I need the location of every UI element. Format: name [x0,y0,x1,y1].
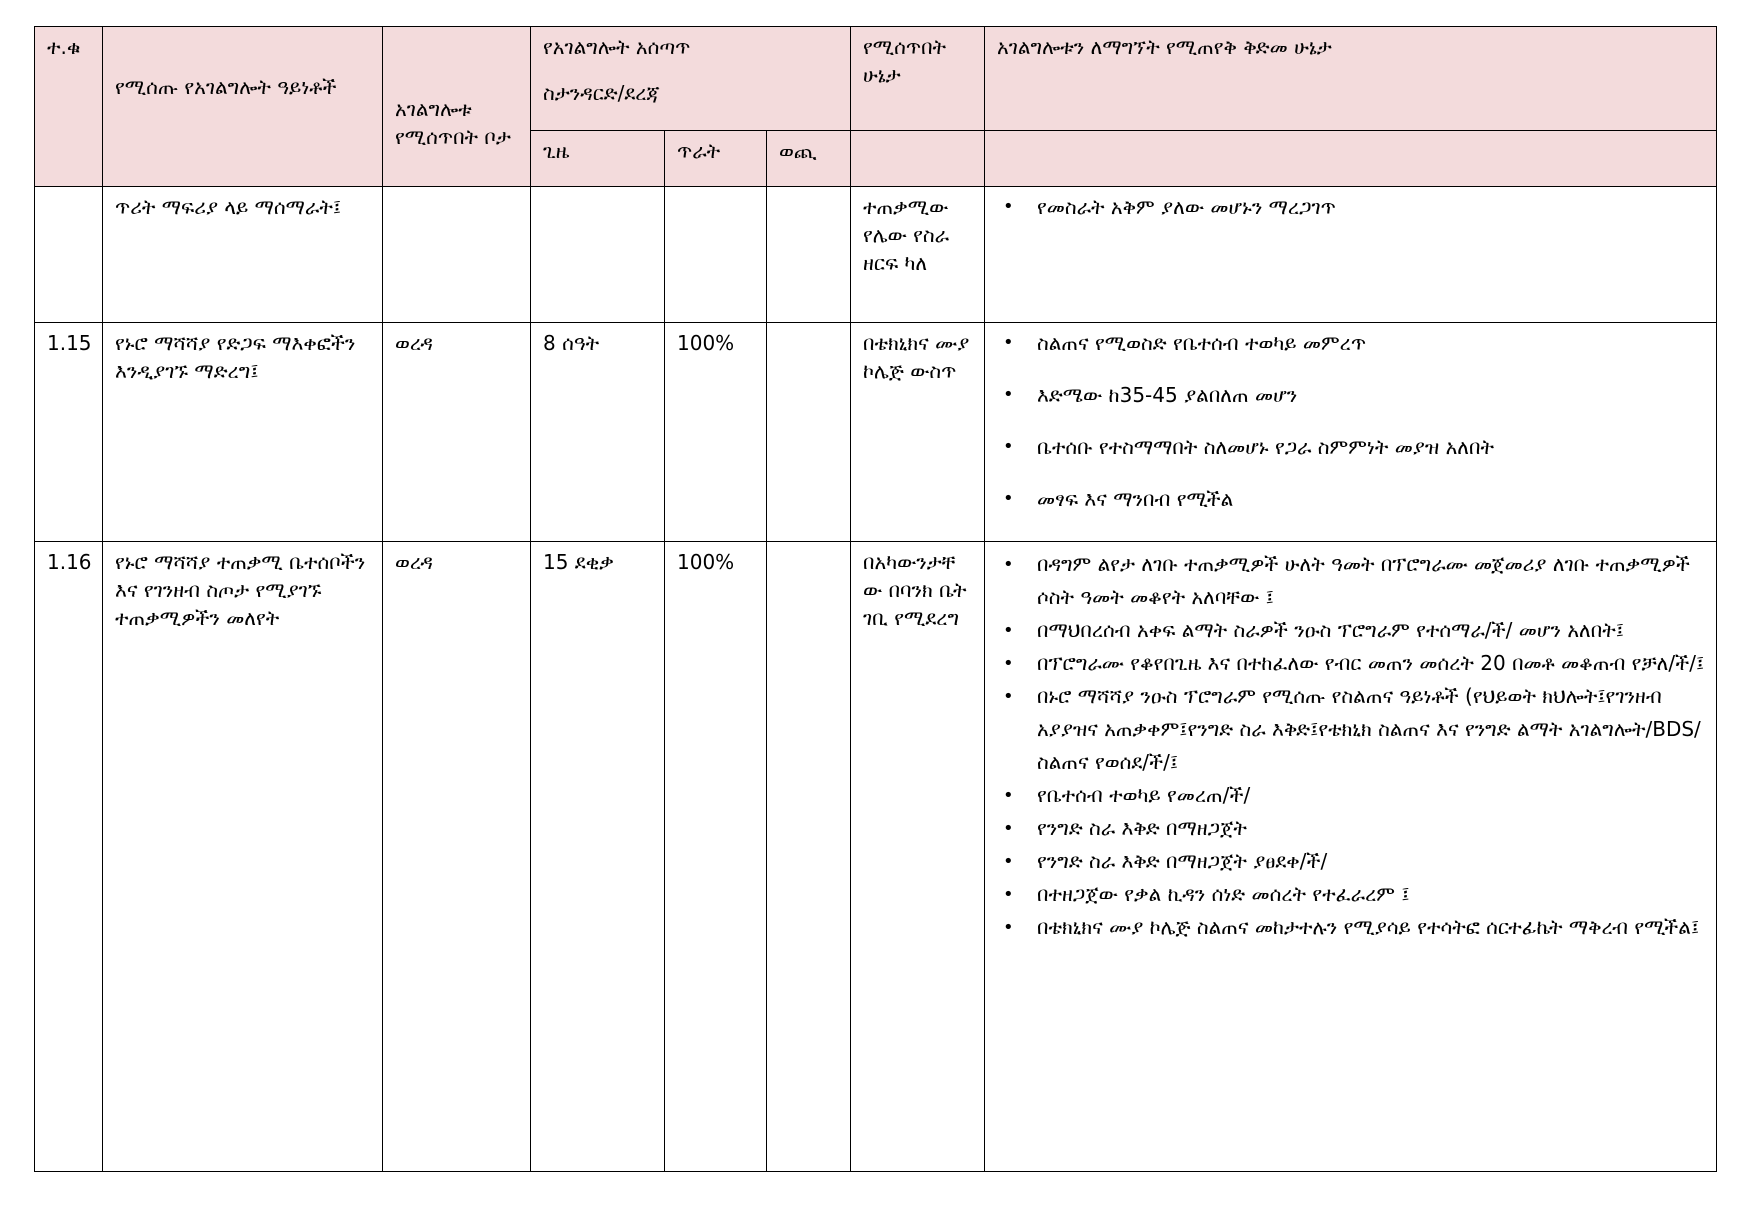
list-item: • በዳግም ልየታ ለገቡ ተጠቃሚዎች ሁለት ዓመት በፕሮግራሙ መጀመሪያ ለገቡ ተጠቃሚዎች ሶስት ዓመት መቆየት አለባቸው ፤ [997,548,1706,614]
list-item: • በኑሮ ማሻሻያ ንዑስ ፕሮግራም የሚሰጡ የስልጠና ዓይነቶች (የህይወት ክህሎት፤የገንዘብ አያያዝና አጠቃቀም፤የንግድ ስራ እቅድ፤የቴክኒክ ስልጠና እና የንግድ ልማት አገልግሎት/BDS/ ስልጠና የወሰደ/ች/፤ [997,680,1706,779]
list-item: • በማህበረሰብ አቀፍ ልማት ስራዎች ንዑስ ፕሮግራም የተሰማራ/ች/ መሆን አለበት፤ [997,614,1706,647]
row-place: ወረዳ [383,542,531,1172]
row-mode: ተጠቃሚው የሌው የስራ ዘርፍ ካለ [851,187,985,323]
table-row [35,323,1717,542]
row-mode: በአካውንታቸው በባንክ ቤት ገቢ የሚደረግ [851,542,985,1172]
list-item: • ስልጠና የሚወስድ የቤተሰብ ተወካይ መምረጥ [997,329,1706,357]
header-time: ጊዜ [531,131,665,187]
row-no [35,187,103,323]
row-place: ወረዳ [383,323,531,542]
row-quality [665,187,767,323]
service-standards-table [34,26,1717,1172]
header-standard-line1: የአገልግሎት አሰጣጥ [543,35,691,59]
header-quality: ጥራት [665,131,767,187]
row-no: 1.16 [35,542,103,1172]
row-time: 8 ሰዓት [531,323,665,542]
row-no: 1.15 [35,323,103,542]
row-place [383,187,531,323]
header-row-top [35,27,1717,131]
list-item: • የመስራት አቅም ያለው መሆኑን ማረጋገጥ [997,193,1706,221]
row-service: የኑሮ ማሻሻያ የድጋፍ ማእቀፎችን እንዲያገኙ ማድረግ፤ [103,323,383,542]
row-service: ጥሪት ማፍሪያ ላይ ማሰማራት፤ [103,187,383,323]
list-item: • እድሜው ከ35-45 ያልበለጠ መሆን [997,381,1706,409]
list-item: • የንግድ ስራ እቅድ በማዘጋጀት ያፀደቀ/ች/ [997,845,1706,878]
row-time: 15 ደቂቃ [531,542,665,1172]
row-time [531,187,665,323]
header-cost: ወጪ [767,131,851,187]
row-requirements [985,323,1717,542]
requirements-list [997,548,1706,944]
list-item: • በቴክኒክና ሙያ ኮሌጅ ስልጠና መከታተሉን የሚያሳይ የተሳትፎ ሰርተፊኬት ማቅረብ የሚችል፤ [997,911,1706,944]
header-service-place-text: አገልግሎቱ የሚሰጥበት ቦታ [395,97,511,149]
row-cost [767,187,851,323]
header-no: ተ.ቁ [35,27,103,187]
header-requirements: አገልግሎቱን ለማግኘት የሚጠየቅ ቅድመ ሁኔታ [985,27,1717,131]
requirements-list [997,329,1706,513]
requirements-list [997,193,1706,221]
header-requirements-sub [985,131,1717,187]
list-item: • በተዘጋጀው የቃል ኪዳን ሰነድ መሰረት የተፈራረም ፤ [997,878,1706,911]
table-row [35,542,1717,1172]
header-service-types-text: የሚሰጡ የአገልግሎት ዓይነቶች [115,75,337,99]
row-requirements [985,187,1717,323]
header-standard-line2: ስታንዳርድ/ደረጃ [543,81,660,105]
table-row [35,187,1717,323]
row-quality: 100% [665,542,767,1172]
row-service: የኑሮ ማሻሻያ ተጠቃሚ ቤተሰቦችን እና የገንዘብ ስጦታ የሚያገኙ ተጠቃሚዎችን መለየት [103,542,383,1172]
header-delivery-mode-sub [851,131,985,187]
row-requirements [985,542,1717,1172]
header-delivery-mode: የሚሰጥበት ሁኔታ [851,27,985,131]
header-service-standard [531,27,851,131]
row-cost [767,542,851,1172]
list-item: • መፃፍ እና ማንበብ የሚችል [997,485,1706,513]
row-mode: በቴክኒክና ሙያ ኮሌጅ ውስጥ [851,323,985,542]
header-service-types [103,27,383,187]
list-item: • የንግድ ስራ እቅድ በማዘጋጀት [997,812,1706,845]
list-item: • የቤተሰብ ተወካይ የመረጠ/ች/ [997,779,1706,812]
list-item: • በፕሮግራሙ የቆየበጊዜ እና በተከፈለው የብር መጠን መሰረት 20 በመቶ መቆጠብ የቻለ/ች/፤ [997,647,1706,680]
list-item: • ቤተሰቡ የተስማማበት ስለመሆኑ የጋራ ስምምነት መያዝ አለበት [997,433,1706,461]
row-cost [767,323,851,542]
header-service-place [383,27,531,187]
row-quality: 100% [665,323,767,542]
